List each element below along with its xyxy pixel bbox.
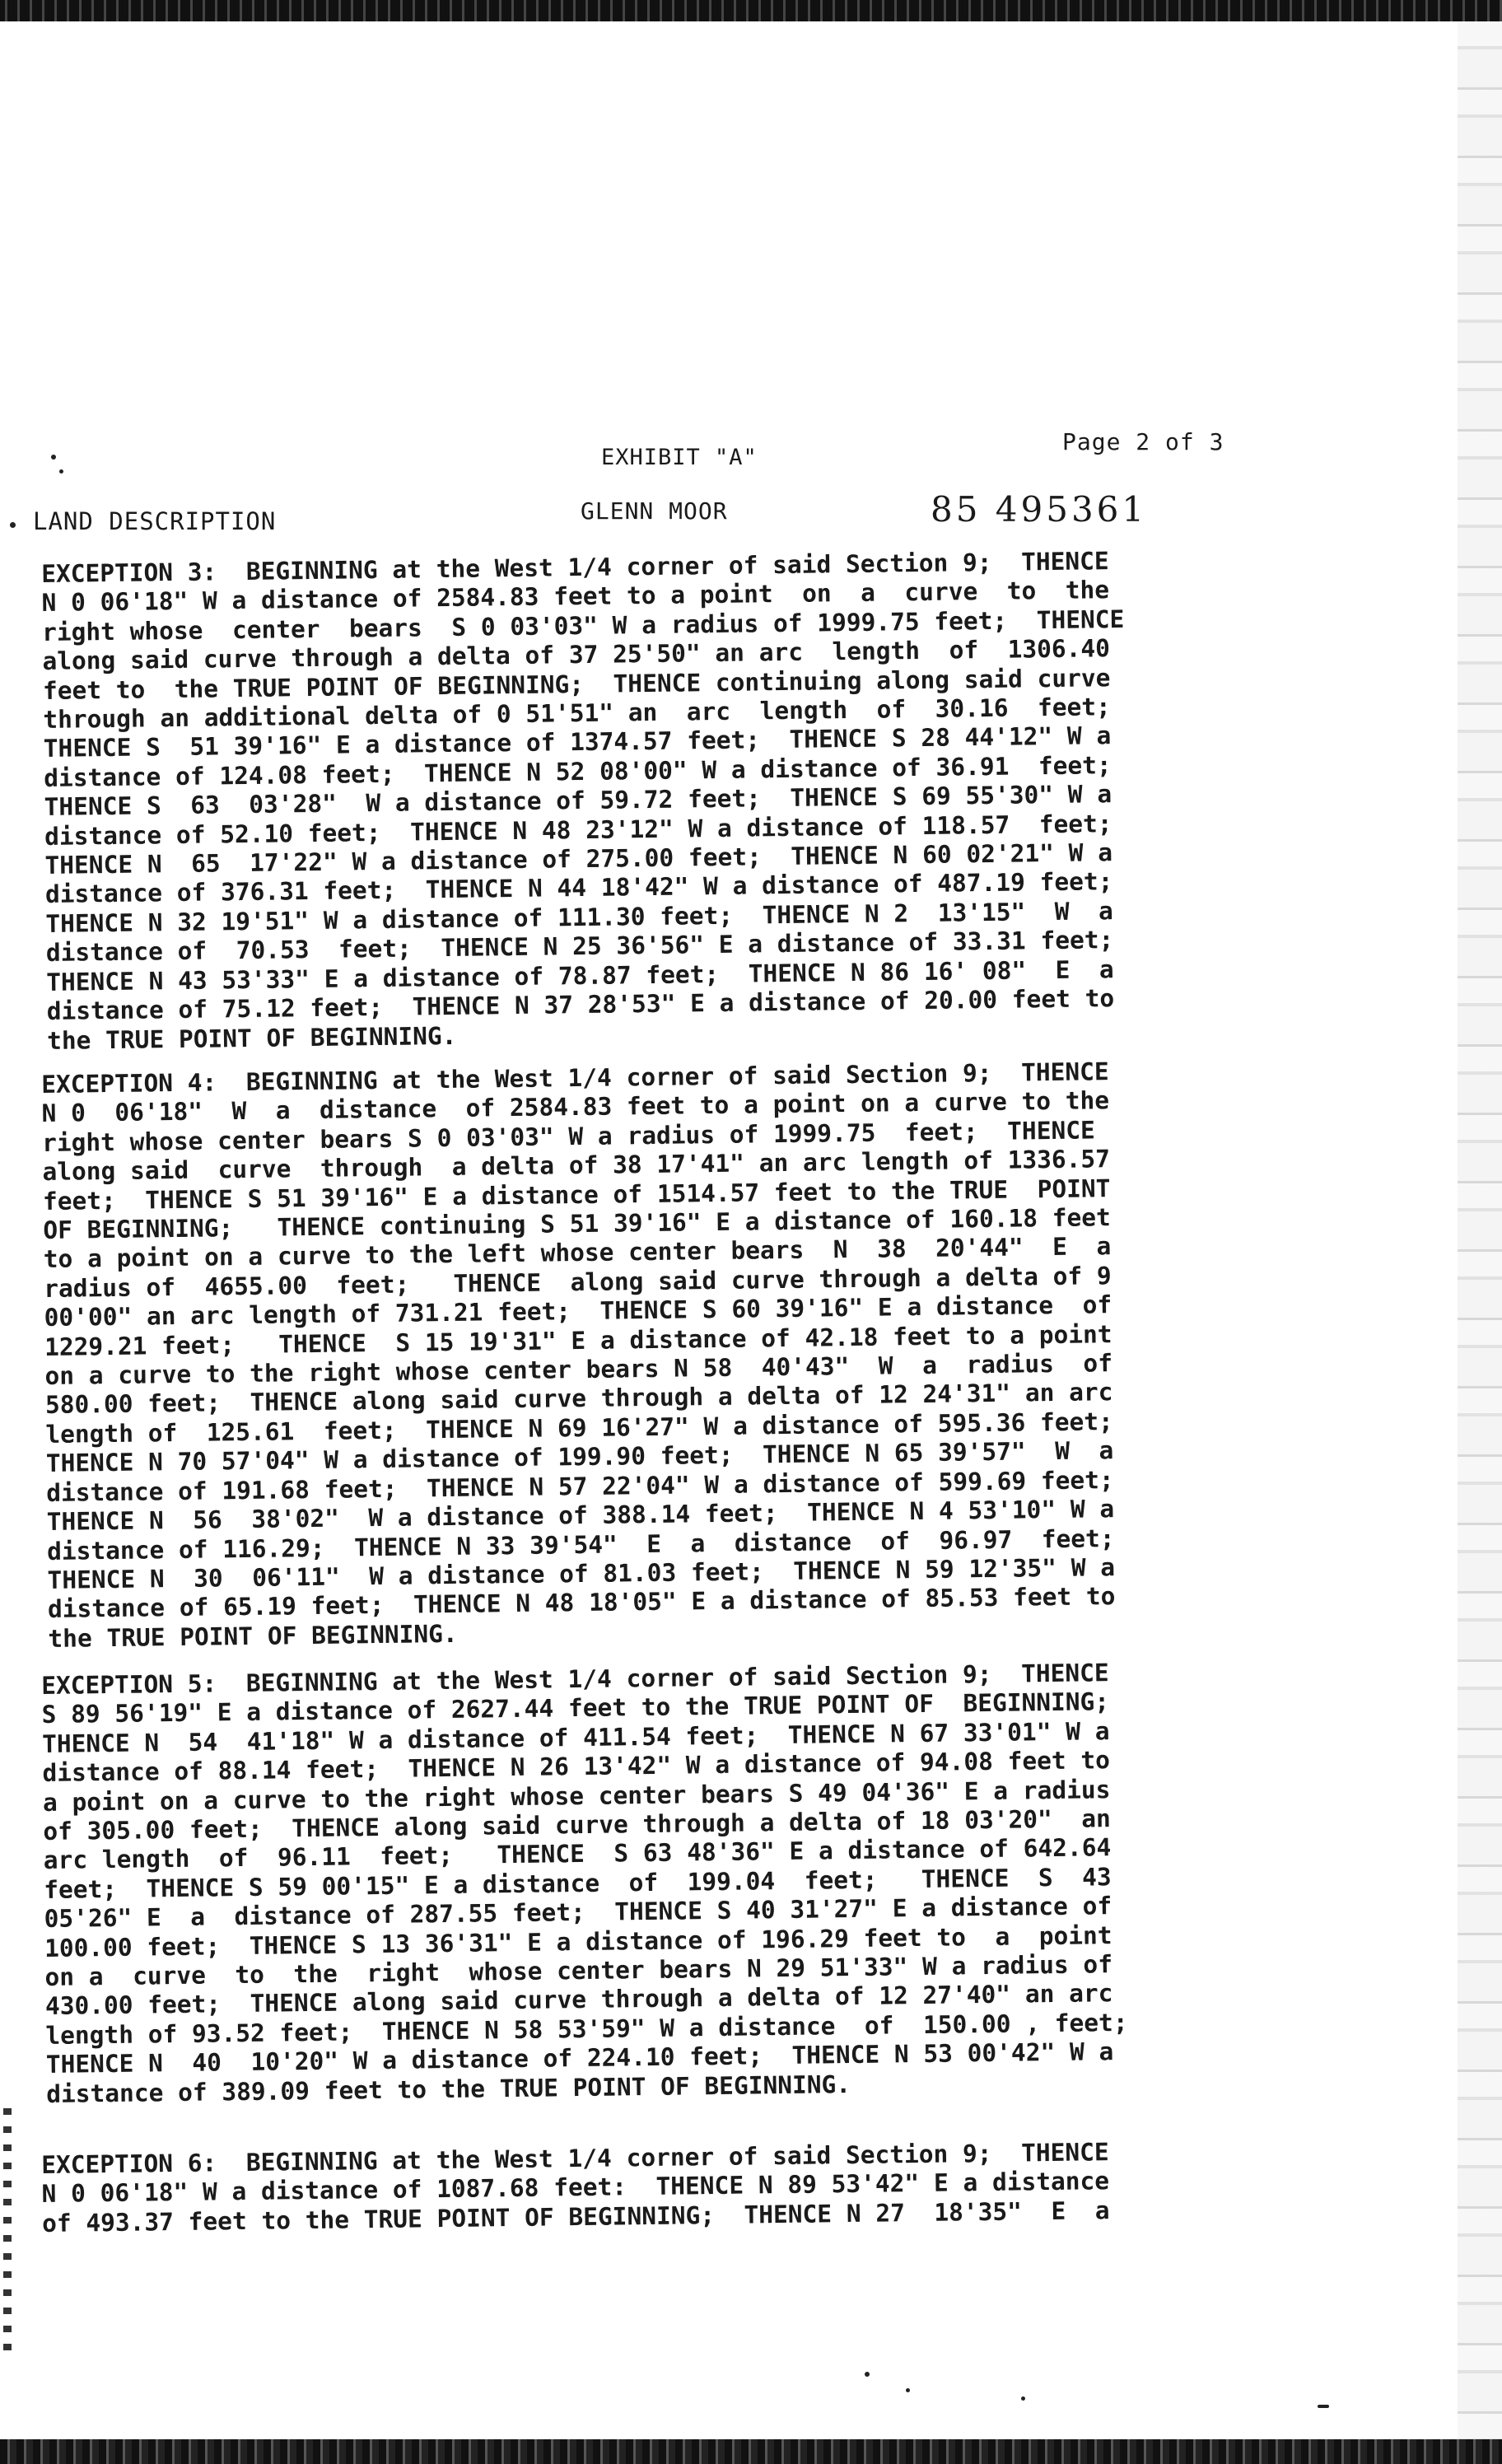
- scan-speck: [51, 455, 56, 460]
- text-line: to a point on a curve to the left whose center bears N 38 20'44" E a: [43, 1232, 1112, 1274]
- text-line: length of 125.61 feet; THENCE N 69 16'27" W a distance of 595.36 feet;: [45, 1407, 1114, 1449]
- text-line: distance of 52.10 feet; THENCE N 48 23'12" W a distance of 118.57 feet;: [44, 809, 1113, 851]
- text-line: 100.00 feet; THENCE S 13 36'31" E a distance of 196.29 feet to a point: [44, 1920, 1113, 1962]
- scan-speck: [1318, 2405, 1329, 2408]
- text-line: 580.00 feet; THENCE along said curve through a delta of 12 24'31" an arc: [44, 1378, 1113, 1420]
- text-line: along said curve through a delta of 38 17'41" an arc length of 1336.57: [42, 1145, 1111, 1187]
- text-line: on a curve to the right whose center bears N 29 51'33" W a radius of: [44, 1950, 1113, 1992]
- owner-name: GLENN MOOR: [581, 497, 728, 525]
- text-line: N 0 06'18" W a distance of 2584.83 feet to a point on a curve to the: [41, 576, 1110, 618]
- text-line: distance of 376.31 feet; THENCE N 44 18'42" W a distance of 487.19 feet;: [44, 867, 1113, 909]
- text-line: of 493.37 feet to the TRUE POINT OF BEGINNING; THENCE N 27 18'35" E a: [41, 2196, 1110, 2238]
- scan-top-edge: [0, 0, 1502, 21]
- text-line: distance of 65.19 feet; THENCE N 48 18'05" E a distance of 85.53 feet to: [47, 1582, 1116, 1624]
- text-line: OF BEGINNING; THENCE continuing S 51 39'16" E a distance of 160.18 feet: [43, 1203, 1112, 1245]
- exception-6-paragraph: [41, 2135, 1327, 2238]
- text-line: feet; THENCE S 51 39'16" E a distance of 1514.57 feet to the TRUE POINT: [42, 1174, 1111, 1216]
- section-heading: LAND DESCRIPTION: [33, 507, 277, 535]
- text-line: distance of 88.14 feet; THENCE N 26 13'42" W a distance of 94.08 feet to: [42, 1746, 1111, 1788]
- document-number: 85 495361: [931, 489, 1148, 530]
- text-line: the TRUE POINT OF BEGINNING.: [46, 1021, 457, 1055]
- text-line: feet to the TRUE POINT OF BEGINNING; THENCE continuing along said curve: [42, 663, 1111, 705]
- text-line: EXCEPTION 5: BEGINNING at the West 1/4 corner of said Section 9; THENCE: [41, 1659, 1109, 1700]
- text-line: THENCE N 30 06'11" W a distance of 81.03 feet; THENCE N 59 12'35" W a: [47, 1553, 1116, 1594]
- text-line: distance of 70.53 feet; THENCE N 25 36'56" E a distance of 33.31 feet;: [45, 926, 1114, 968]
- scan-speck: [10, 522, 16, 528]
- text-line: distance of 389.09 feet to the TRUE POINT OF BEGINNING.: [46, 2070, 851, 2108]
- text-line: distance of 116.29; THENCE N 33 39'54" E a distance of 96.97 feet;: [46, 1524, 1115, 1566]
- text-line: distance of 191.68 feet; THENCE N 57 22'04" W a distance of 599.69 feet;: [46, 1465, 1114, 1507]
- text-line: length of 93.52 feet; THENCE N 58 53'59" W a distance of 150.00 , feet;: [45, 2008, 1128, 2050]
- text-line: THENCE N 43 53'33" E a distance of 78.87 feet; THENCE N 86 16' 08" E a: [46, 954, 1114, 996]
- text-line: S 89 56'19" E a distance of 2627.44 feet to the TRUE POINT OF BEGINNING;: [41, 1687, 1110, 1729]
- text-line: through an additional delta of 0 51'51" an arc length of 30.16 feet;: [43, 693, 1112, 735]
- page-number: Page 2 of 3: [1062, 428, 1224, 455]
- text-line: a point on a curve to the right whose center bears S 49 04'36" E a radius: [42, 1775, 1111, 1817]
- text-line: EXCEPTION 6: BEGINNING at the West 1/4 corner of said Section 9; THENCE: [41, 2138, 1109, 2179]
- scan-speck: [865, 2372, 870, 2377]
- scan-bottom-edge: [0, 2439, 1502, 2464]
- text-line: THENCE N 56 38'02" W a distance of 388.14 feet; THENCE N 4 53'10" W a: [46, 1495, 1115, 1537]
- text-line: EXCEPTION 4: BEGINNING at the West 1/4 corner of said Section 9; THENCE: [41, 1057, 1109, 1099]
- text-line: of 305.00 feet; THENCE along said curve through a delta of 18 03'20" an: [43, 1804, 1112, 1846]
- text-line: 1229.21 feet; THENCE S 15 19'31" E a distance of 42.18 feet to a point: [44, 1319, 1113, 1361]
- scan-speck: [59, 469, 63, 474]
- exhibit-title: EXHIBIT "A": [601, 445, 758, 470]
- text-line: along said curve through a delta of 37 25'50" an arc length of 1306.40: [42, 634, 1111, 676]
- text-line: the TRUE POINT OF BEGINNING.: [48, 1619, 458, 1653]
- text-line: THENCE N 40 10'20" W a distance of 224.10 feet; THENCE N 53 00'42" W a: [45, 2037, 1114, 2079]
- text-line: arc length of 96.11 feet; THENCE S 63 48'36" E a distance of 642.64: [43, 1833, 1112, 1875]
- scan-right-edge: [1458, 21, 1502, 2439]
- text-line: THENCE N 65 17'22" W a distance of 275.00 feet; THENCE N 60 02'21" W a: [44, 838, 1113, 880]
- exception-3-paragraph: [41, 544, 1332, 1056]
- text-line: THENCE S 63 03'28" W a distance of 59.72 feet; THENCE S 69 55'30" W a: [44, 780, 1113, 822]
- text-line: EXCEPTION 3: BEGINNING at the West 1/4 corner of said Section 9; THENCE: [41, 547, 1109, 588]
- text-line: THENCE S 51 39'16" E a distance of 1374.57 feet; THENCE S 28 44'12" W a: [43, 721, 1112, 763]
- text-line: radius of 4655.00 feet; THENCE along said curve through a delta of 9: [44, 1261, 1112, 1303]
- text-line: on a curve to the right whose center bears N 58 40'43" W a radius of: [44, 1349, 1113, 1391]
- text-line: THENCE N 32 19'51" W a distance of 111.30 feet; THENCE N 2 13'15" W a: [45, 897, 1114, 938]
- text-line: N 0 06'18" W a distance of 2584.83 feet to a point on a curve to the: [41, 1086, 1110, 1128]
- text-line: 05'26" E a distance of 287.55 feet; THENCE S 40 31'27" E a distance of: [44, 1892, 1113, 1934]
- text-line: 00'00" an arc length of 731.21 feet; THENCE S 60 39'16" E a distance of: [44, 1290, 1113, 1332]
- scan-left-marks: [3, 2108, 12, 2355]
- text-line: distance of 75.12 feet; THENCE N 37 28'53" E a distance of 20.00 feet to: [46, 984, 1115, 1026]
- text-line: 430.00 feet; THENCE along said curve through a delta of 12 27'40" an arc: [44, 1979, 1113, 2021]
- text-line: distance of 124.08 feet; THENCE N 52 08'00" W a distance of 36.91 feet;: [44, 750, 1112, 792]
- text-line: right whose center bears S 0 03'03" W a radius of 1999.75 feet; THENCE: [41, 604, 1125, 646]
- scan-speck: [906, 2388, 910, 2392]
- text-line: feet; THENCE S 59 00'15" E a distance of 199.04 feet; THENCE S 43: [44, 1862, 1112, 1904]
- text-line: right whose center bears S 0 03'03" W a radius of 1999.75 feet; THENCE: [41, 1116, 1095, 1157]
- text-line: THENCE N 70 57'04" W a distance of 199.90 feet; THENCE N 65 39'57" W a: [45, 1436, 1114, 1478]
- scan-speck: [1021, 2396, 1025, 2401]
- exception-4-paragraph: [41, 1055, 1333, 1654]
- text-line: N 0 06'18" W a distance of 1087.68 feet: THENCE N 89 53'42" E a distance: [41, 2167, 1110, 2209]
- text-line: THENCE N 54 41'18" W a distance of 411.54 feet; THENCE N 67 33'01" W a: [41, 1716, 1110, 1758]
- exception-5-paragraph: [41, 1656, 1331, 2109]
